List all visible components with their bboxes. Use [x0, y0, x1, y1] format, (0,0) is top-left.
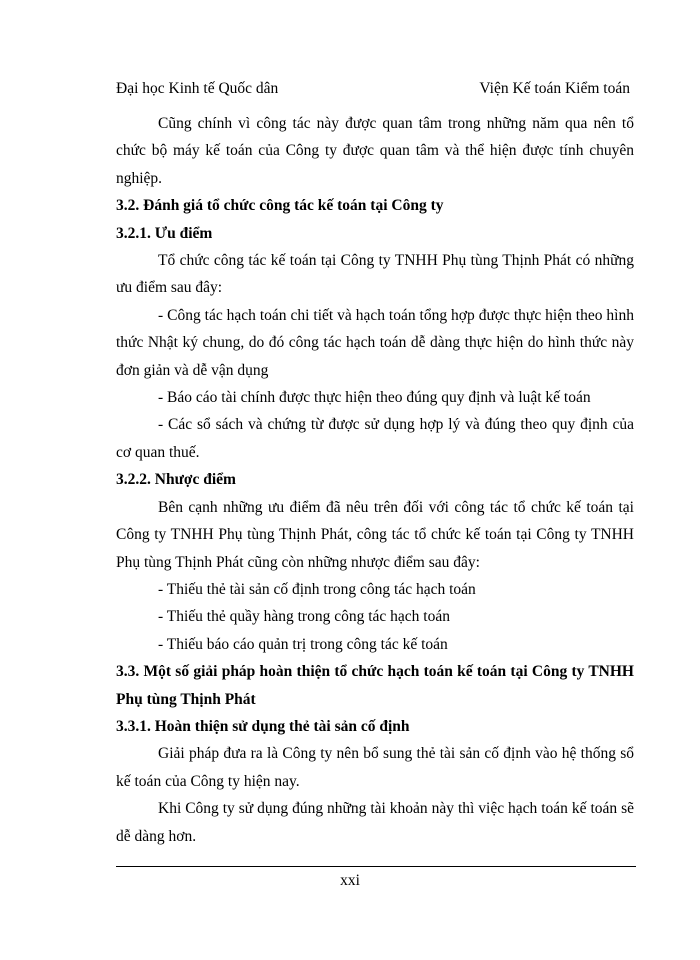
header-university: Đại học Kinh tế Quốc dân	[116, 80, 279, 97]
bullet-advantage-1: - Công tác hạch toán chi tiết và hạch toán tổng hợp được thực hiện theo hình thức Nhật ký chung, do đó công tác hạch toán dễ dàng thực hiện do hình thức này đơn giản và dễ vận dụng	[116, 306, 634, 379]
bullet-disadvantage-3: - Thiếu báo cáo quản trị trong công tác kế toán	[158, 635, 448, 653]
heading-3-2: 3.2. Đánh giá tổ chức công tác kế toán tại Công ty	[116, 197, 444, 215]
heading-3-3: 3.3. Một số giải pháp hoàn thiện tổ chức hạch toán kế toán tại Công ty TNHH Phụ tùng Thịnh Phát	[116, 663, 634, 708]
heading-3-2-1: 3.2.1. Ưu điểm	[116, 224, 213, 242]
paragraph-disadvantages-intro: Bên cạnh những ưu điểm đã nêu trên đối với công tác tổ chức kế toán tại Công ty TNHH Phụ tùng Thịnh Phát, công tác tổ chức kế toán tại Công ty TNHH Phụ tùng Thịnh Phát cũng còn những nhược điểm sau đây:	[116, 498, 634, 571]
document-body	[116, 110, 634, 850]
footer-divider	[116, 866, 636, 867]
paragraph-intro: Cũng chính vì công tác này được quan tâm trong những năm qua nên tổ chức bộ máy kế toán của Công ty được quan tâm và thể hiện được tính chuyên nghiệp.	[116, 115, 634, 187]
heading-3-3-1: 3.3.1. Hoàn thiện sử dụng thẻ tài sản cố định	[116, 717, 410, 735]
bullet-advantage-3: - Các sổ sách và chứng từ được sử dụng hợp lý và đúng theo quy định của cơ quan thuế.	[116, 416, 634, 461]
page-header	[116, 80, 630, 102]
header-institute: Viện Kế toán Kiểm toán	[479, 80, 630, 97]
bullet-advantage-2: - Báo cáo tài chính được thực hiện theo đúng quy định và luật kế toán	[158, 389, 591, 407]
bullet-disadvantage-2: - Thiếu thẻ quầy hàng trong công tác hạch toán	[158, 608, 450, 626]
page-number: xxi	[340, 872, 360, 889]
paragraph-conclusion: Khi Công ty sử dụng đúng những tài khoản này thì việc hạch toán kế toán sẽ dễ dàng hơn.	[116, 800, 634, 845]
paragraph-advantages-intro: Tổ chức công tác kế toán tại Công ty TNHH Phụ tùng Thịnh Phát có những ưu điểm sau đây:	[116, 252, 634, 297]
heading-3-2-2: 3.2.2. Nhược điểm	[116, 471, 236, 489]
bullet-disadvantage-1: - Thiếu thẻ tài sản cố định trong công tác hạch toán	[158, 580, 476, 598]
paragraph-solution: Giải pháp đưa ra là Công ty nên bổ sung thẻ tài sản cố định vào hệ thống sổ kế toán của Công ty hiện nay.	[116, 745, 634, 790]
